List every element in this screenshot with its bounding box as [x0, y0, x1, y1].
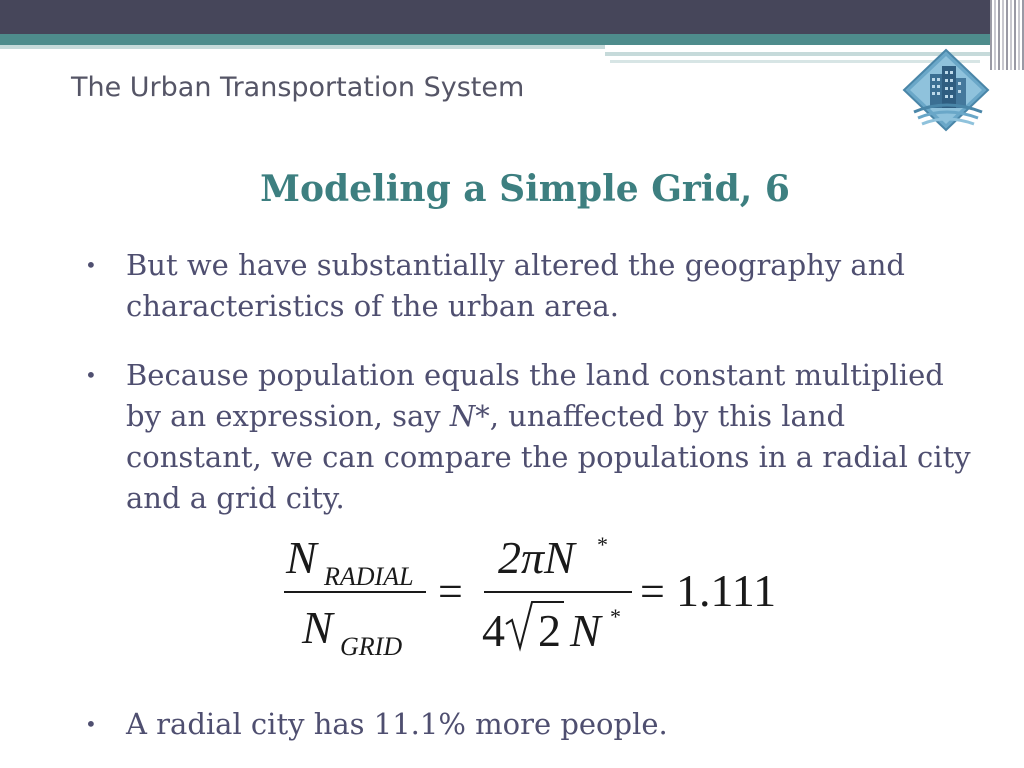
- eq-lhs-den-var: N: [302, 602, 333, 653]
- eq-lhs-den-sub: GRID: [340, 632, 403, 661]
- bullet-marker: •: [85, 363, 97, 387]
- bullet-text: A radial city has 11.1% more people.: [126, 707, 668, 741]
- eq-star: *: [610, 604, 621, 629]
- eq-mid-den-rad: 2: [538, 605, 561, 656]
- eq-lhs-num-var: N: [286, 532, 317, 583]
- slide-title: Modeling a Simple Grid, 6: [260, 168, 790, 210]
- top-dark-bar: [0, 0, 990, 34]
- eq-mid-num: 2πN: [498, 532, 575, 583]
- bullet-marker: •: [85, 253, 97, 277]
- bullet-text-part: , unaffected by this land constant, we can compare the populations in a radial city and a grid city.: [126, 399, 971, 515]
- accent-line: [0, 45, 605, 49]
- header-title: The Urban Transportation System: [71, 72, 525, 103]
- population-ratio-equation: [280, 528, 800, 668]
- bullet-text: [126, 355, 985, 519]
- eq-mid-den-var: N: [570, 605, 601, 656]
- bullet-item: [85, 704, 985, 745]
- bullet-text: But we have substantially altered the geography and characteristics of the urban area.: [126, 248, 905, 323]
- variable-n-star: N*: [449, 399, 490, 433]
- eq-mid-den-coef: 4: [482, 605, 505, 656]
- bullet-item: [85, 355, 985, 519]
- equals-sign: =: [438, 567, 463, 616]
- eq-lhs-num-sub: RADIAL: [324, 562, 414, 591]
- top-accent-bar: [0, 34, 990, 45]
- bullet-marker: •: [85, 712, 97, 736]
- city-buildings-logo-icon: [900, 46, 992, 138]
- bullet-item: [85, 245, 985, 327]
- equals-sign: =: [640, 567, 665, 616]
- corner-stripes: [990, 0, 1024, 70]
- eq-result: 1.111: [676, 565, 777, 616]
- eq-star: *: [597, 532, 608, 557]
- bullet-text-part: Because population equals the land constant multiplied by an expression, say: [126, 358, 944, 433]
